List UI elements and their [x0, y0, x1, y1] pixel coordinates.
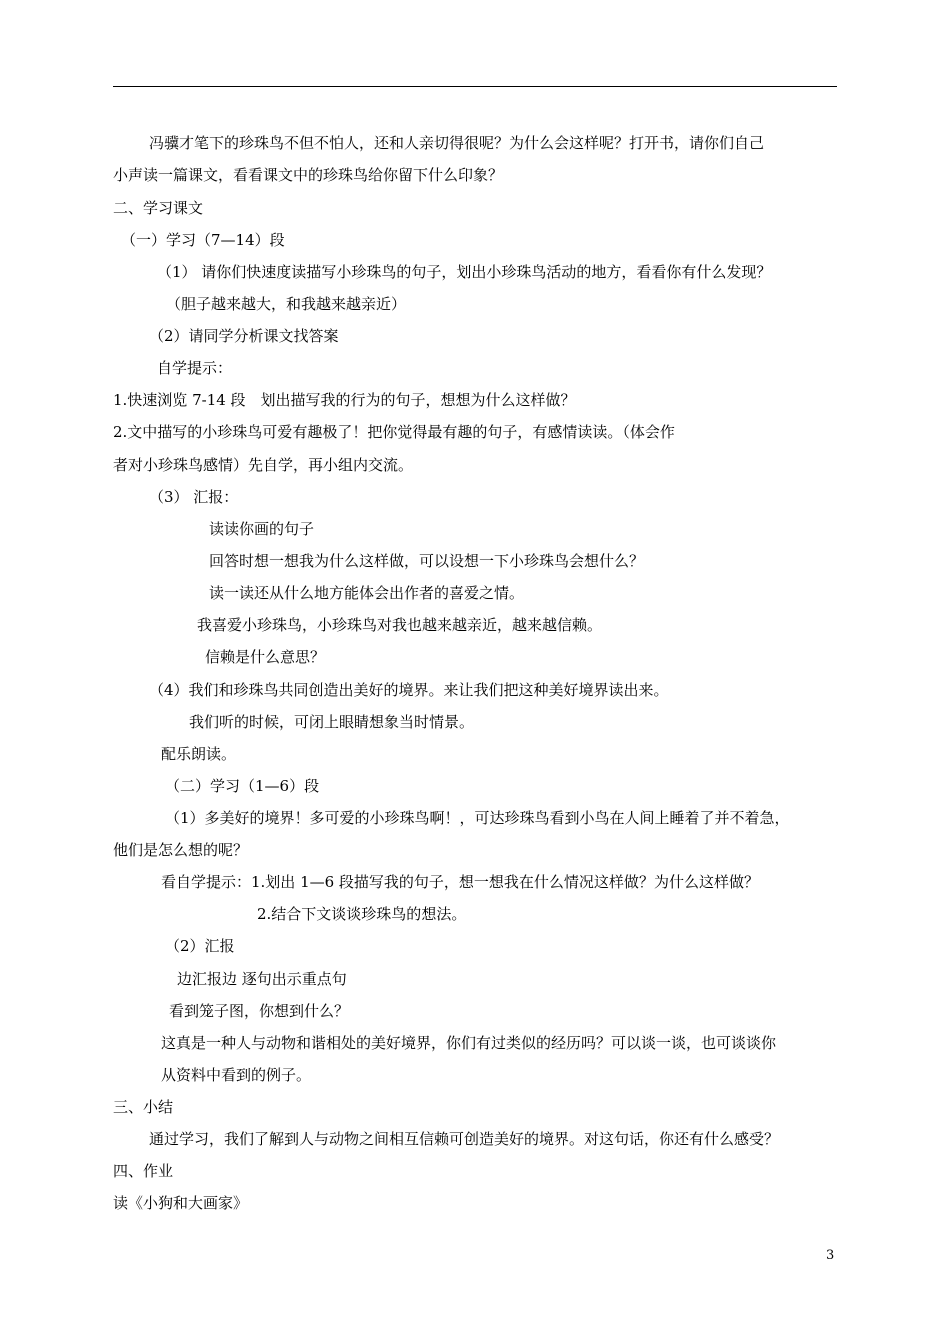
section-heading: 二、学习课文 — [113, 199, 204, 217]
paragraph-line: 读一读还从什么地方能体会出作者的喜爱之情。 — [209, 584, 525, 602]
paragraph-line: （3） 汇报： — [149, 488, 239, 506]
paragraph-line: 1.快速浏览 7-14 段 划出描写我的行为的句子，想想为什么这样做？ — [113, 391, 576, 409]
section-heading: 三、小结 — [113, 1098, 174, 1116]
paragraph-line: 回答时想一想我为什么这样做，可以设想一下小珍珠鸟会想什么？ — [209, 552, 645, 570]
paragraph-line: 小声读一篇课文，看看课文中的珍珠鸟给你留下什么印象？ — [113, 166, 504, 184]
paragraph-line: 者对小珍珠鸟感情）先自学，再小组内交流。 — [113, 456, 414, 474]
subsection-heading: （一）学习（7—14）段 — [121, 231, 285, 249]
page-number: 3 — [826, 1248, 835, 1263]
section-heading: 四、作业 — [113, 1162, 174, 1180]
paragraph-line: 我们听的时候，可闭上眼睛想象当时情景。 — [189, 713, 475, 731]
paragraph-line: 看到笼子图，你想到什么？ — [169, 1002, 350, 1020]
paragraph-line: （4）我们和珍珠鸟共同创造出美好的境界。来让我们把这种美好境界读出来。 — [149, 681, 669, 699]
paragraph-line: （1）多美好的境界！多可爱的小珍珠鸟啊！，可达珍珠鸟看到小鸟在人间上睡着了并不着急， — [165, 809, 790, 827]
paragraph-line: 我喜爱小珍珠鸟，小珍珠鸟对我也越来越亲近，越来越信赖。 — [197, 616, 603, 634]
paragraph-line: （1） 请你们快速度读描写小珍珠鸟的句子，划出小珍珠鸟活动的地方，看看你有什么发现？ — [157, 263, 772, 281]
paragraph-line: 看自学提示：1.划出 1—6 段描写我的句子，想一想我在什么情况这样做？为什么这样做？ — [161, 873, 759, 891]
paragraph-line: 自学提示： — [157, 359, 233, 377]
paragraph-line: 通过学习，我们了解到人与动物之间相互信赖可创造美好的境界。对这句话，你还有什么感受？ — [149, 1130, 780, 1148]
paragraph-line: （2）请同学分析课文找答案 — [149, 327, 339, 345]
paragraph-line: （胆子越来越大，和我越来越亲近） — [166, 295, 407, 313]
paragraph-line: （2）汇报 — [165, 937, 235, 955]
paragraph-line: 他们是怎么想的呢？ — [113, 841, 249, 859]
paragraph-line: 读《小狗和大画家》 — [113, 1194, 249, 1212]
paragraph-line: 读读你画的句子 — [209, 520, 315, 538]
paragraph-line: 这真是一种人与动物和谐相处的美好境界，你们有过类似的经历吗？可以谈一谈，也可谈谈你 — [161, 1034, 777, 1052]
paragraph-line: 2.结合下文谈谈珍珠鸟的想法。 — [257, 905, 467, 923]
header-rule — [113, 86, 837, 87]
paragraph-line: 边汇报边 逐句出示重点句 — [177, 970, 347, 988]
paragraph-line: 冯骥才笔下的珍珠鸟不但不怕人，还和人亲切得很呢？为什么会这样呢？打开书，请你们自己 — [149, 134, 765, 152]
paragraph-line: 2.文中描写的小珍珠鸟可爱有趣极了！把你觉得最有趣的句子，有感情读读。（体会作 — [113, 423, 675, 441]
paragraph-line: 配乐朗读。 — [161, 745, 237, 763]
paragraph-line: 从资料中看到的例子。 — [161, 1066, 312, 1084]
paragraph-line: 信赖是什么意思？ — [205, 648, 326, 666]
subsection-heading: （二）学习（1—6）段 — [165, 777, 320, 795]
